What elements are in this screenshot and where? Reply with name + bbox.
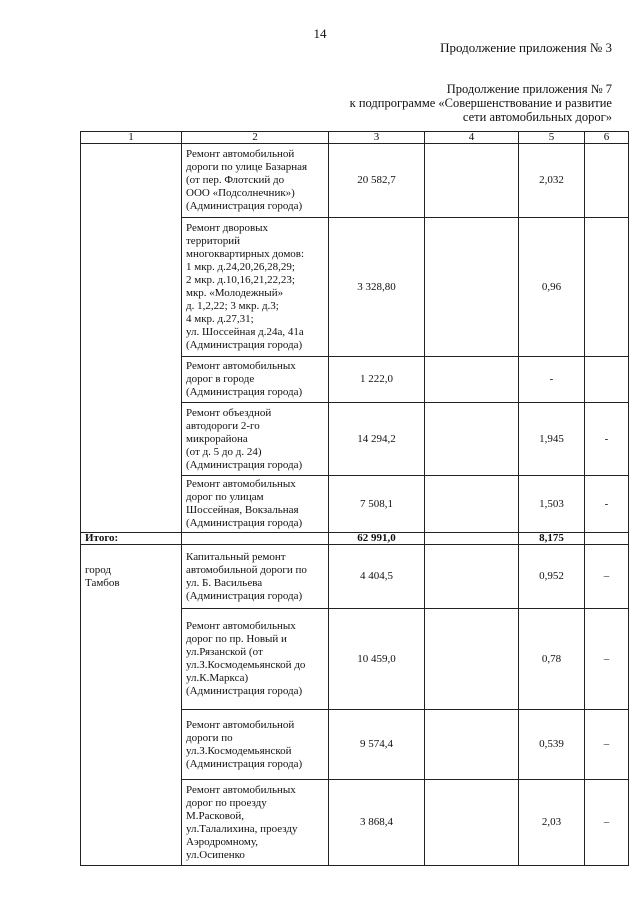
column-4-cell — [425, 710, 519, 780]
length-cell: 1,945 — [519, 403, 585, 476]
column-6-cell: – — [585, 545, 629, 609]
column-header: 1 — [81, 132, 182, 144]
amount-cell: 7 508,1 — [329, 476, 425, 533]
description-line: дорог по проезду — [186, 796, 267, 809]
description-line: (от д. 5 до д. 24) — [186, 445, 262, 458]
appendix-header-line1: Продолжение приложения № 7 — [446, 82, 612, 96]
description-line: дорог по улицам — [186, 491, 264, 503]
work-description — [182, 476, 329, 533]
description-line: (Администрация города) — [186, 386, 303, 398]
appendix-header — [312, 82, 612, 124]
section-2-rows — [81, 545, 629, 866]
table-row — [81, 780, 629, 866]
continuation-label: Продолжение приложения № 3 — [440, 40, 612, 55]
length-cell: 0,78 — [519, 609, 585, 710]
total-label: Итого: — [81, 533, 182, 545]
total-col4 — [425, 533, 519, 545]
description-line: территорий — [186, 235, 241, 247]
table-row — [81, 710, 629, 780]
description-line: микрорайона — [186, 432, 248, 445]
municipality-cell — [81, 545, 182, 609]
description-line: 4 мкр. д.27,31; — [186, 313, 254, 325]
column-header: 6 — [585, 132, 629, 144]
work-description — [182, 218, 329, 357]
column-4-cell — [425, 780, 519, 866]
table-row — [81, 144, 629, 218]
column-4-cell — [425, 403, 519, 476]
municipality-cell — [81, 357, 182, 403]
length-cell: 2,03 — [519, 780, 585, 866]
description-line: Ремонт автомобильной — [186, 148, 295, 160]
column-6-cell — [585, 357, 629, 403]
description-line: (Администрация города) — [186, 685, 303, 697]
column-4-cell — [425, 609, 519, 710]
table-row — [81, 476, 629, 533]
description-line: Аэродромному, — [186, 835, 258, 848]
table-row — [81, 403, 629, 476]
work-description — [182, 545, 329, 609]
amount-cell: 14 294,2 — [329, 403, 425, 476]
description-line: Ремонт автомобильных — [186, 783, 296, 796]
total-empty — [182, 533, 329, 545]
description-line: дороги по — [186, 731, 233, 744]
financing-table — [80, 131, 629, 866]
column-4-cell — [425, 476, 519, 533]
description-line: многоквартирных домов: — [186, 248, 305, 260]
description-line: автомобильной дороги по — [186, 563, 307, 576]
description-line: Ремонт автомобильной — [186, 718, 295, 731]
description-line: (Администрация города) — [186, 757, 303, 770]
municipality-name-line: город — [85, 563, 112, 576]
column-6-cell: - — [585, 476, 629, 533]
description-line: ул.Рязанской (от — [186, 646, 263, 658]
municipality-cell — [81, 218, 182, 357]
description-line: Ремонт дворовых — [186, 222, 269, 234]
column-number-row — [81, 132, 629, 144]
description-line: дороги по улице Базарная — [186, 161, 308, 173]
municipality-cell — [81, 609, 182, 710]
length-cell: - — [519, 357, 585, 403]
municipality-cell — [81, 476, 182, 533]
total-col6 — [585, 533, 629, 545]
column-6-cell: – — [585, 780, 629, 866]
length-cell: 0,952 — [519, 545, 585, 609]
description-line: ул.З.Космодемьянской до — [186, 659, 306, 671]
work-description — [182, 357, 329, 403]
column-4-cell — [425, 144, 519, 218]
description-line: ул.Осипенко — [186, 848, 245, 861]
description-line: дорог по пр. Новый и — [186, 633, 287, 645]
column-6-cell: – — [585, 710, 629, 780]
column-6-cell: - — [585, 403, 629, 476]
amount-cell: 1 222,0 — [329, 357, 425, 403]
table-row — [81, 609, 629, 710]
amount-cell: 9 574,4 — [329, 710, 425, 780]
description-line: Ремонт автомобильных — [186, 478, 296, 490]
total-row — [81, 533, 629, 545]
length-cell: 0,539 — [519, 710, 585, 780]
description-line: ул. Шоссейная д.24а, 41а — [186, 326, 304, 338]
description-line: (Администрация города) — [186, 517, 303, 529]
table-row — [81, 545, 629, 609]
municipality-cell — [81, 780, 182, 866]
work-description — [182, 710, 329, 780]
amount-cell: 4 404,5 — [329, 545, 425, 609]
description-line: Шоссейная, Вокзальная — [186, 504, 299, 516]
total-length: 8,175 — [519, 533, 585, 545]
column-6-cell — [585, 218, 629, 357]
table-row — [81, 218, 629, 357]
column-6-cell — [585, 144, 629, 218]
description-line: ООО «Подсолнечник») — [186, 187, 295, 199]
description-line: ул. Б. Васильева — [186, 576, 263, 589]
column-header: 4 — [425, 132, 519, 144]
amount-cell: 20 582,7 — [329, 144, 425, 218]
municipality-cell — [81, 144, 182, 218]
table-row — [81, 357, 629, 403]
length-cell: 0,96 — [519, 218, 585, 357]
description-line: Ремонт объездной — [186, 406, 272, 419]
description-line: (Администрация города) — [186, 200, 303, 212]
appendix-header-line2: к подпрограмме «Совершенствование и развитие — [349, 96, 612, 110]
column-4-cell — [425, 218, 519, 357]
description-line: (Администрация города) — [186, 339, 303, 351]
description-line: Ремонт автомобильных — [186, 620, 296, 632]
column-4-cell — [425, 545, 519, 609]
municipality-cell — [81, 710, 182, 780]
description-line: д. 1,2,22; 3 мкр. д.3; — [186, 300, 279, 312]
column-header: 3 — [329, 132, 425, 144]
description-line: (Администрация города) — [186, 458, 303, 471]
description-line: дорог в городе — [186, 373, 255, 385]
section-1-rows — [81, 144, 629, 533]
description-line: М.Расковой, — [186, 809, 244, 822]
amount-cell: 3 868,4 — [329, 780, 425, 866]
description-line: (Администрация города) — [186, 589, 303, 602]
column-4-cell — [425, 357, 519, 403]
work-description — [182, 780, 329, 866]
description-line: ул.З.Космодемьянской — [186, 744, 292, 757]
length-cell: 2,032 — [519, 144, 585, 218]
amount-cell: 10 459,0 — [329, 609, 425, 710]
description-line: Ремонт автомобильных — [186, 360, 296, 372]
appendix-header-line3: сети автомобильных дорог» — [462, 110, 612, 124]
page-number: 14 — [313, 26, 327, 41]
column-header: 2 — [182, 132, 329, 144]
description-line: автодороги 2-го — [186, 419, 260, 432]
description-line: Капитальный ремонт — [186, 550, 286, 563]
description-line: ул.К.Маркса) — [186, 672, 249, 684]
description-line: 2 мкр. д.10,16,21,22,23; — [186, 274, 295, 286]
description-line: 1 мкр. д.24,20,26,28,29; — [186, 261, 295, 273]
total-amount: 62 991,0 — [329, 533, 425, 545]
work-description — [182, 403, 329, 476]
description-line: (от пер. Флотский до — [186, 174, 285, 186]
work-description — [182, 609, 329, 710]
column-header: 5 — [519, 132, 585, 144]
municipality-cell — [81, 403, 182, 476]
description-line: мкр. «Молодежный» — [186, 287, 284, 299]
length-cell: 1,503 — [519, 476, 585, 533]
description-line: ул.Талалихина, проезду — [186, 822, 298, 835]
municipality-name-line: Тамбов — [85, 576, 120, 589]
amount-cell: 3 328,80 — [329, 218, 425, 357]
column-6-cell: – — [585, 609, 629, 710]
work-description — [182, 144, 329, 218]
